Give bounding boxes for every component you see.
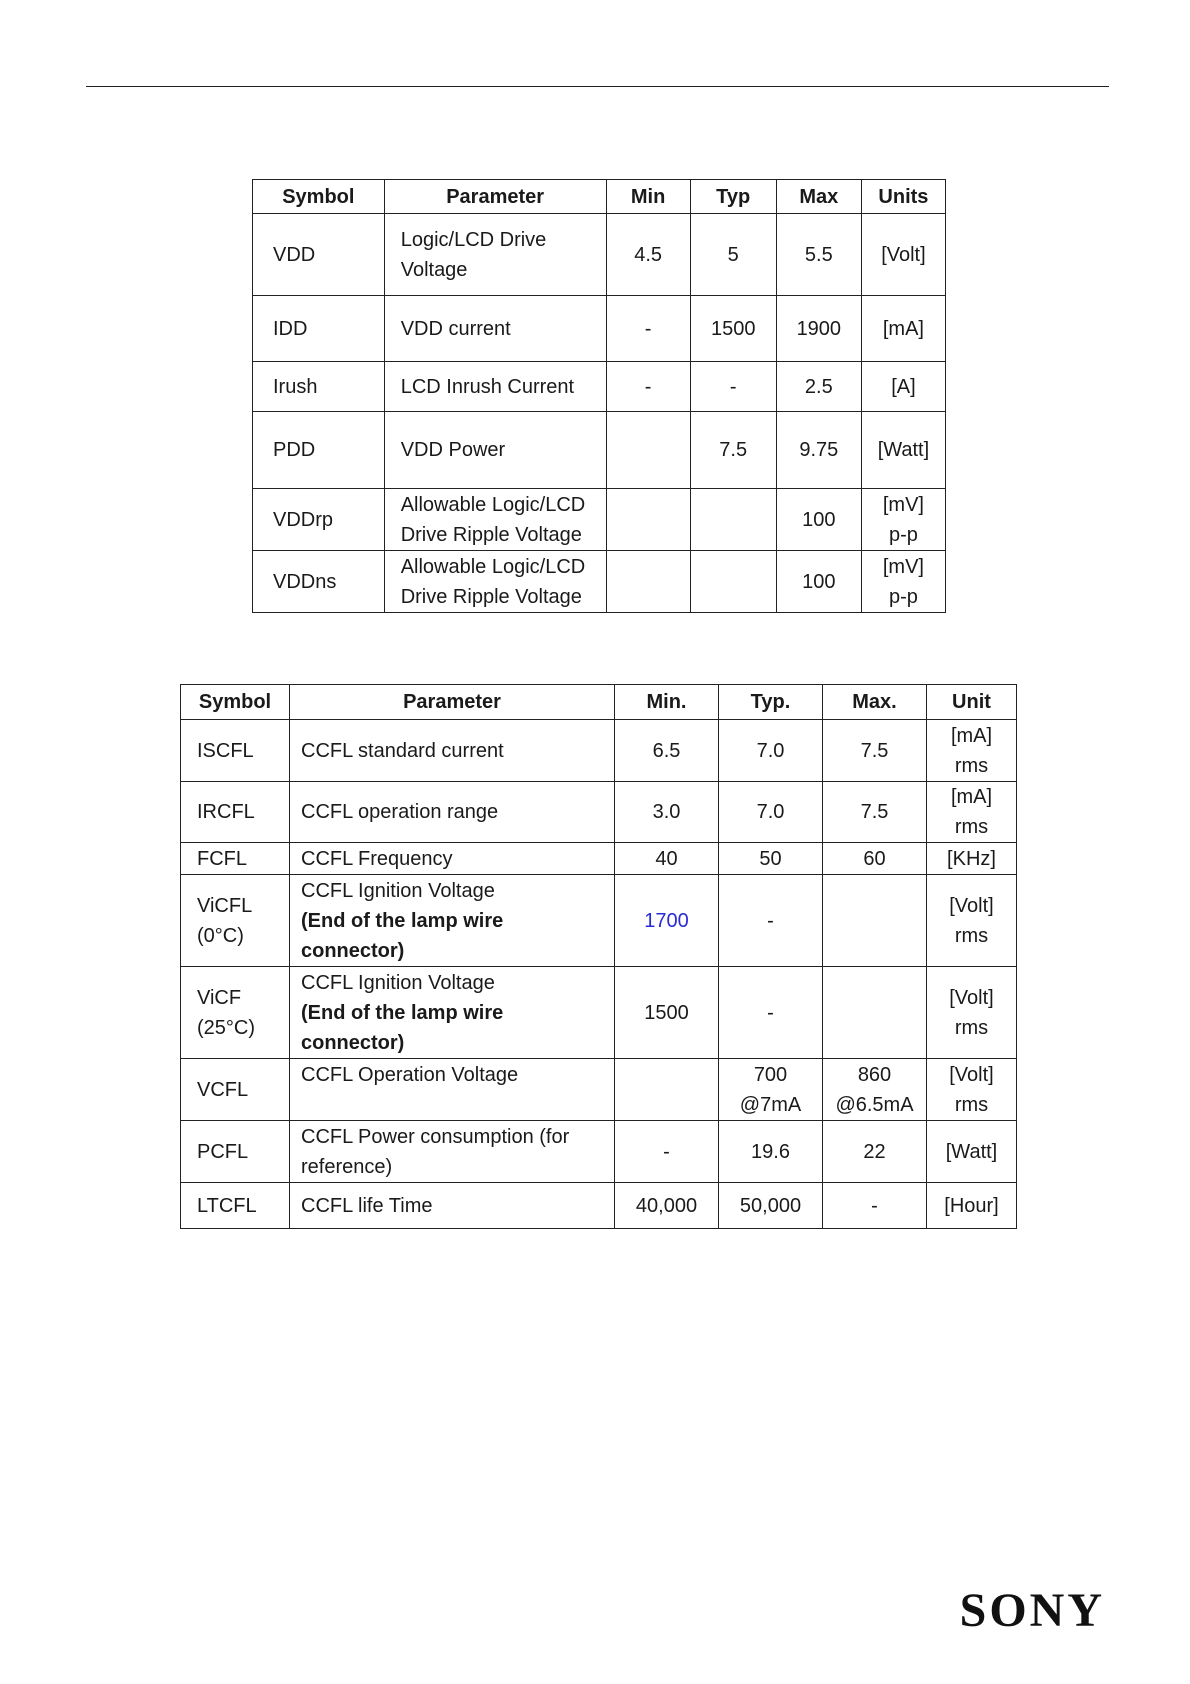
cell-typ: 700 @7mA: [719, 1059, 823, 1121]
cell-max: 2.5: [776, 362, 861, 412]
table-row: [181, 1183, 1017, 1229]
cell-max: -: [823, 1183, 927, 1229]
table-row: [253, 296, 946, 362]
cell-min: [606, 412, 690, 489]
cell-unit: [Volt] rms: [927, 967, 1017, 1059]
cell-parameter: CCFL Operation Voltage: [290, 1059, 615, 1121]
table-row: [181, 720, 1017, 782]
header-typ: Typ: [690, 180, 776, 214]
ccfl-spec-table: [180, 684, 1017, 1229]
cell-parameter: VDD current: [384, 296, 606, 362]
cell-min: 40,000: [615, 1183, 719, 1229]
cell-min: 40: [615, 843, 719, 875]
cell-max: [823, 967, 927, 1059]
cell-symbol: VDDns: [253, 551, 385, 613]
cell-max: 7.5: [823, 720, 927, 782]
table-header-row: [253, 180, 946, 214]
cell-max: 7.5: [823, 782, 927, 843]
header-units: Units: [861, 180, 945, 214]
cell-symbol: PCFL: [181, 1121, 290, 1183]
logic-power-spec-table: [252, 179, 946, 613]
cell-typ: -: [690, 362, 776, 412]
table-row: [253, 412, 946, 489]
cell-units: [mA]: [861, 296, 945, 362]
cell-symbol: LTCFL: [181, 1183, 290, 1229]
cell-min: [615, 1059, 719, 1121]
cell-typ: 19.6: [719, 1121, 823, 1183]
sony-logo: SONY: [959, 1584, 1105, 1637]
cell-typ: 1500: [690, 296, 776, 362]
cell-max: 1900: [776, 296, 861, 362]
cell-symbol: ISCFL: [181, 720, 290, 782]
cell-units: [Watt]: [861, 412, 945, 489]
cell-min: -: [615, 1121, 719, 1183]
cell-min: [606, 489, 690, 551]
header-rule: [86, 86, 1109, 87]
cell-symbol: VCFL: [181, 1059, 290, 1121]
table-row: [253, 551, 946, 613]
cell-parameter: CCFL operation range: [290, 782, 615, 843]
cell-parameter: LCD Inrush Current: [384, 362, 606, 412]
table-row: [181, 843, 1017, 875]
cell-units: [mV] p-p: [861, 489, 945, 551]
cell-max: 9.75: [776, 412, 861, 489]
cell-min: [606, 551, 690, 613]
cell-parameter: CCFL Ignition Voltage (End of the lamp wire connector): [290, 875, 615, 967]
cell-unit: [Watt]: [927, 1121, 1017, 1183]
cell-typ: 7.5: [690, 412, 776, 489]
table-row: [181, 967, 1017, 1059]
table-row: [253, 214, 946, 296]
cell-units: [Volt]: [861, 214, 945, 296]
cell-parameter: Allowable Logic/LCD Drive Ripple Voltage: [384, 551, 606, 613]
cell-min: -: [606, 296, 690, 362]
cell-max: 860 @6.5mA: [823, 1059, 927, 1121]
table-row: [181, 1059, 1017, 1121]
table-row: [253, 489, 946, 551]
header-max: Max.: [823, 685, 927, 720]
cell-unit: [Volt] rms: [927, 875, 1017, 967]
cell-max: 100: [776, 551, 861, 613]
cell-symbol: FCFL: [181, 843, 290, 875]
table-row: [253, 362, 946, 412]
cell-typ: -: [719, 967, 823, 1059]
cell-units: [mV] p-p: [861, 551, 945, 613]
cell-min: 3.0: [615, 782, 719, 843]
cell-typ: 5: [690, 214, 776, 296]
cell-max: [823, 875, 927, 967]
cell-unit: [Volt] rms: [927, 1059, 1017, 1121]
cell-parameter: CCFL Frequency: [290, 843, 615, 875]
table-row: [181, 782, 1017, 843]
cell-min: -: [606, 362, 690, 412]
cell-typ: 50: [719, 843, 823, 875]
cell-unit: [mA] rms: [927, 782, 1017, 843]
cell-max: 60: [823, 843, 927, 875]
cell-typ: 7.0: [719, 782, 823, 843]
header-parameter: Parameter: [290, 685, 615, 720]
cell-symbol: ViCFL (0°C): [181, 875, 290, 967]
cell-min: 1700: [615, 875, 719, 967]
cell-parameter: VDD Power: [384, 412, 606, 489]
table-row: [181, 875, 1017, 967]
cell-symbol: PDD: [253, 412, 385, 489]
cell-min: 1500: [615, 967, 719, 1059]
header-min: Min.: [615, 685, 719, 720]
cell-parameter: Logic/LCD Drive Voltage: [384, 214, 606, 296]
cell-parameter: CCFL standard current: [290, 720, 615, 782]
cell-symbol: IRCFL: [181, 782, 290, 843]
cell-unit: [mA] rms: [927, 720, 1017, 782]
cell-parameter: CCFL Power consumption (for reference): [290, 1121, 615, 1183]
cell-typ: 7.0: [719, 720, 823, 782]
header-symbol: Symbol: [253, 180, 385, 214]
cell-max: 22: [823, 1121, 927, 1183]
cell-typ: 50,000: [719, 1183, 823, 1229]
cell-max: 100: [776, 489, 861, 551]
cell-unit: [Hour]: [927, 1183, 1017, 1229]
header-parameter: Parameter: [384, 180, 606, 214]
header-max: Max: [776, 180, 861, 214]
header-typ: Typ.: [719, 685, 823, 720]
cell-parameter: CCFL life Time: [290, 1183, 615, 1229]
cell-symbol: VDD: [253, 214, 385, 296]
cell-parameter: Allowable Logic/LCD Drive Ripple Voltage: [384, 489, 606, 551]
cell-typ: [690, 489, 776, 551]
cell-max: 5.5: [776, 214, 861, 296]
table-row: [181, 1121, 1017, 1183]
table-header-row: [181, 685, 1017, 720]
cell-min: 4.5: [606, 214, 690, 296]
header-min: Min: [606, 180, 690, 214]
cell-symbol: IDD: [253, 296, 385, 362]
cell-parameter: CCFL Ignition Voltage (End of the lamp wire connector): [290, 967, 615, 1059]
cell-symbol: Irush: [253, 362, 385, 412]
header-unit: Unit: [927, 685, 1017, 720]
cell-typ: [690, 551, 776, 613]
header-symbol: Symbol: [181, 685, 290, 720]
cell-symbol: ViCF (25°C): [181, 967, 290, 1059]
cell-units: [A]: [861, 362, 945, 412]
cell-min: 6.5: [615, 720, 719, 782]
cell-unit: [KHz]: [927, 843, 1017, 875]
cell-symbol: VDDrp: [253, 489, 385, 551]
cell-typ: -: [719, 875, 823, 967]
